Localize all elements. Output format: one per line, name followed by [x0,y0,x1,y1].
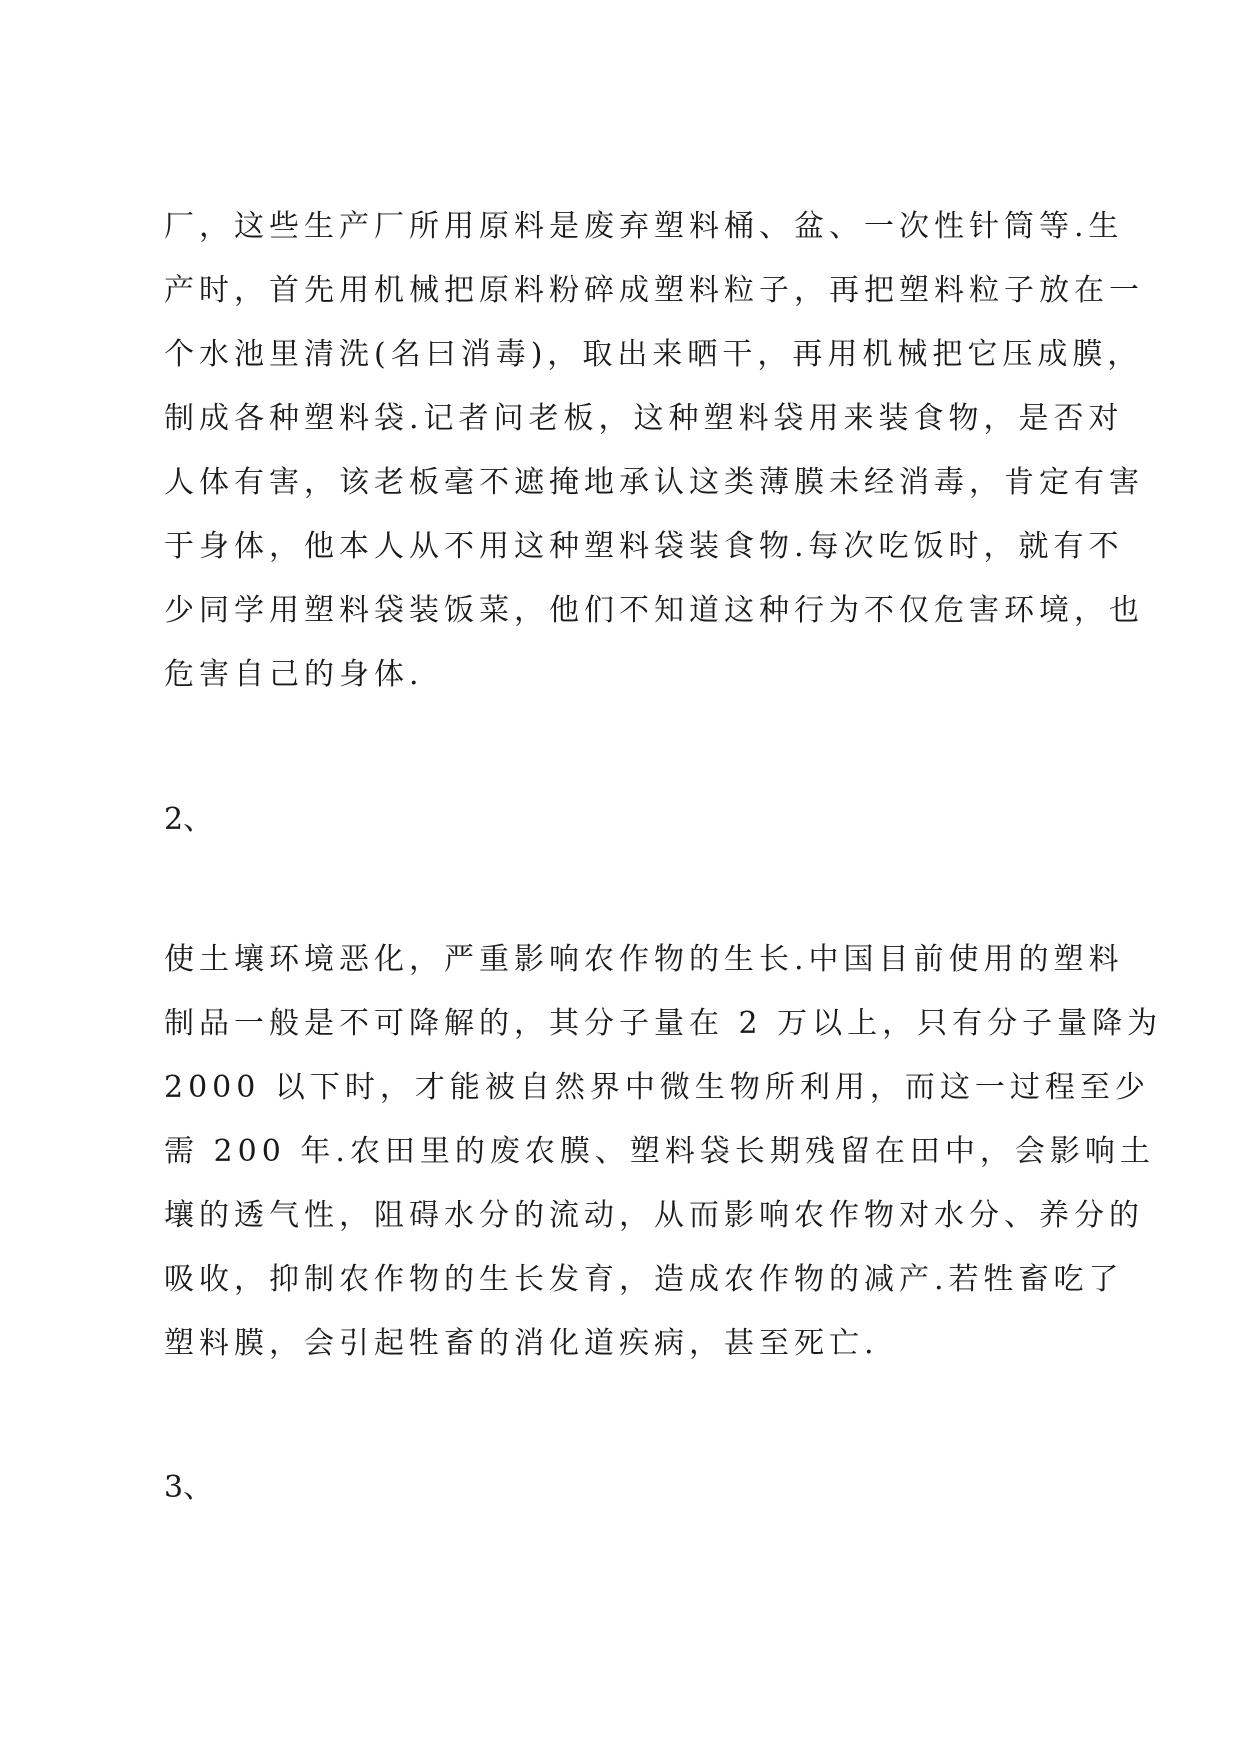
paragraph-line: 厂，这些生产厂所用原料是废弃塑料桶、盆、一次性针筒等.生 [164,209,1124,244]
paragraph-line: 危害自己的身体. [164,657,424,692]
paragraph-line: 于身体，他本人从不用这种塑料袋装食物.每次吃饭时，就有不 [164,529,1124,564]
section-number-2: 2、 [164,802,214,837]
paragraph-line: 使土壤环境恶化，严重影响农作物的生长.中国目前使用的塑料 [164,942,1124,977]
paragraph-1 [164,195,1144,707]
paragraph-line: 2000 以下时，才能被自然界中微生物所利用，而这一过程至少 [164,1070,1150,1105]
paragraph-line: 壤的透气性，阻碍水分的流动，从而影响农作物对水分、养分的 [164,1198,1144,1233]
paragraph-line: 少同学用塑料袋装饭菜，他们不知道这种行为不仅危害环境，也 [164,593,1144,628]
section-number-3: 3、 [164,1470,214,1505]
paragraph-line: 吸收，抑制农作物的生长发育，造成农作物的减产.若牲畜吃了 [164,1262,1124,1297]
paragraph-line: 制成各种塑料袋.记者问老板，这种塑料袋用来装食物，是否对 [164,401,1124,436]
paragraph-line: 塑料膜，会引起牲畜的消化道疾病，甚至死亡. [164,1326,879,1361]
paragraph-line: 产时，首先用机械把原料粉碎成塑料粒子，再把塑料粒子放在一 [164,273,1144,308]
paragraph-line: 制品一般是不可降解的，其分子量在 2 万以上，只有分子量降为 [164,1006,1163,1041]
paragraph-line: 人体有害，该老板毫不遮掩地承认这类薄膜未经消毒，肯定有害 [164,465,1144,500]
paragraph-line: 个水池里清洗(名曰消毒)，取出来晒干，再用机械把它压成膜， [164,337,1143,372]
paragraph-2 [164,928,1163,1376]
paragraph-line: 需 200 年.农田里的废农膜、塑料袋长期残留在田中，会影响土 [164,1134,1155,1169]
